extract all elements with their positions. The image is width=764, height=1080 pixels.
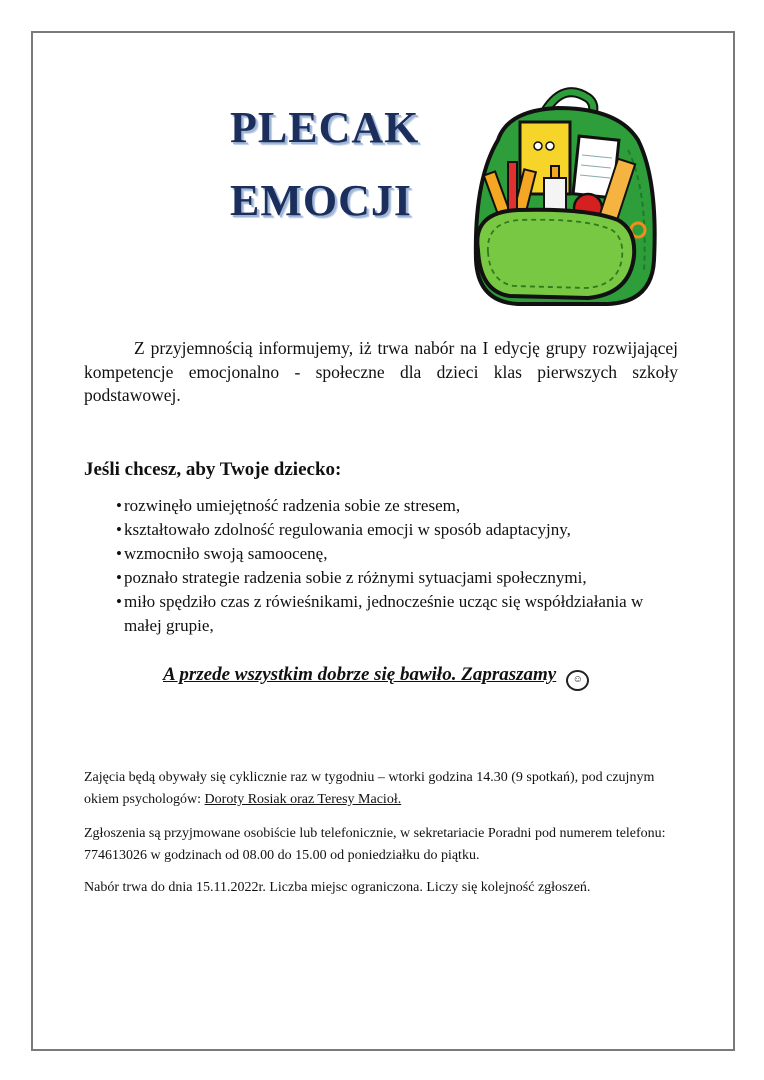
intro-paragraph [84, 337, 678, 408]
list-item-text: miło spędziło czas z rówieśnikami, jednocześnie ucząc się współdziałania w małej grupie, [124, 592, 644, 635]
benefits-list [84, 494, 684, 638]
list-item-text: poznało strategie radzenia sobie z różnymi sytuacjami społecznymi, [124, 568, 587, 587]
title-line-2: EMOCJI [230, 176, 412, 225]
list-item [84, 494, 684, 518]
backpack-with-school-supplies-icon [458, 80, 670, 312]
list-item-text: kształtowało zdolność regulowania emocji w sposób adaptacyjny, [124, 520, 571, 539]
schedule-paragraph [84, 767, 684, 811]
slogan-text: A przede wszystkim dobrze się bawiło. Zapraszamy [163, 664, 557, 685]
marker [508, 162, 517, 212]
psychologists-names: Doroty Rosiak oraz Teresy Macioł. [204, 792, 402, 807]
list-item-text: rozwinęło umiejętność radzenia sobie ze stresem, [124, 496, 461, 515]
lead-heading: Jeśli chcesz, aby Twoje dziecko: [84, 459, 342, 480]
backpack-pocket [477, 210, 634, 298]
list-item [84, 542, 684, 566]
title-line-1: PLECAK [230, 103, 420, 152]
smiley-face-icon: ☺ [566, 670, 589, 691]
list-item [84, 518, 684, 542]
intro-text: Z przyjemnością informujemy, iż trwa nabór na I edycję grupy rozwijającej kompetencje emocjonalno - społeczne dla dzieci klas pierwszych szkoły podstawowej. [84, 338, 678, 405]
slogan [163, 664, 589, 691]
list-item [84, 590, 684, 638]
list-item-text: wzmocniło swoją samoocenę, [124, 544, 328, 563]
deadline-paragraph: Nabór trwa do dnia 15.11.2022r. Liczba miejsc ograniczona. Liczy się kolejność zgłoszeń. [84, 880, 591, 895]
registration-paragraph: Zgłoszenia są przyjmowane osobiście lub telefonicznie, w sekretariacie Poradni pod numerem telefonu: 774613026 w godzinach od 08.00 do 15.00 od poniedziałku do piątku. [84, 826, 666, 863]
schedule-text: Zajęcia będą obywały się cyklicznie raz w tygodniu – wtorki godzina 14.30 (9 spotkań), pod czujnym okiem psychologów: [84, 770, 655, 807]
list-item [84, 566, 684, 590]
